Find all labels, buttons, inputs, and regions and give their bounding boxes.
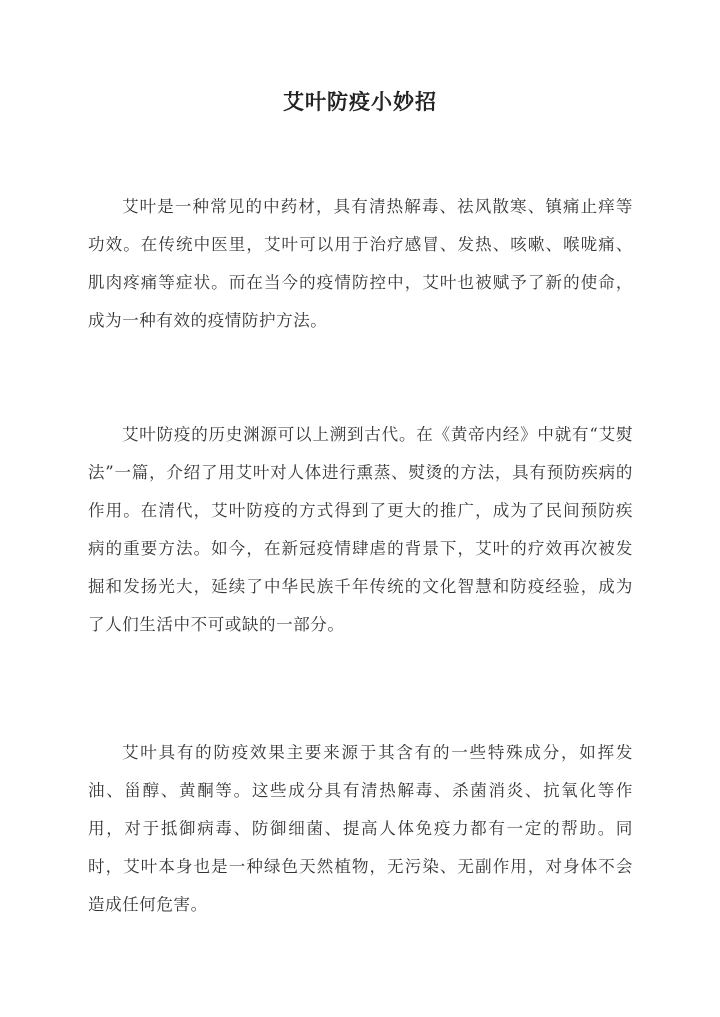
paragraph-2: 艾叶防疫的历史渊源可以上溯到古代。在《黄帝内经》中就有“艾熨法”一篇，介绍了用艾叶对人体进行熏蒸、熨烫的方法，具有预防疾病的作用。在清代，艾叶防疫的方式得到了更大的推广，成为了民间预防疾病的重要方法。如今，在新冠疫情肆虐的背景下，艾叶的疗效再次被发掘和发扬光大，延续了中华民族千年传统的文化智慧和防疫经验，成为了人们生活中不可或缺的一部分。 (88, 425, 633, 634)
paragraph-1: 艾叶是一种常见的中药材，具有清热解毒、祛风散寒、镇痛止痒等功效。在传统中医里，艾叶可以用于治疗感冒、发热、咳嗽、喉咙痛、肌肉疼痛等症状。而在当今的疫情防控中，艾叶也被赋予了新的使命，成为一种有效的疫情防护方法。 (88, 197, 633, 330)
paragraph-3: 艾叶具有的防疫效果主要来源于其含有的一些特殊成分，如挥发油、甾醇、黄酮等。这些成分具有清热解毒、杀菌消炎、抗氧化等作用，对于抵御病毒、防御细菌、提高人体免疫力都有一定的帮助。同时，艾叶本身也是一种绿色天然植物，无污染、无副作用，对身体不会造成任何危害。 (88, 743, 633, 914)
document-title: 艾叶防疫小妙招 (283, 89, 437, 114)
